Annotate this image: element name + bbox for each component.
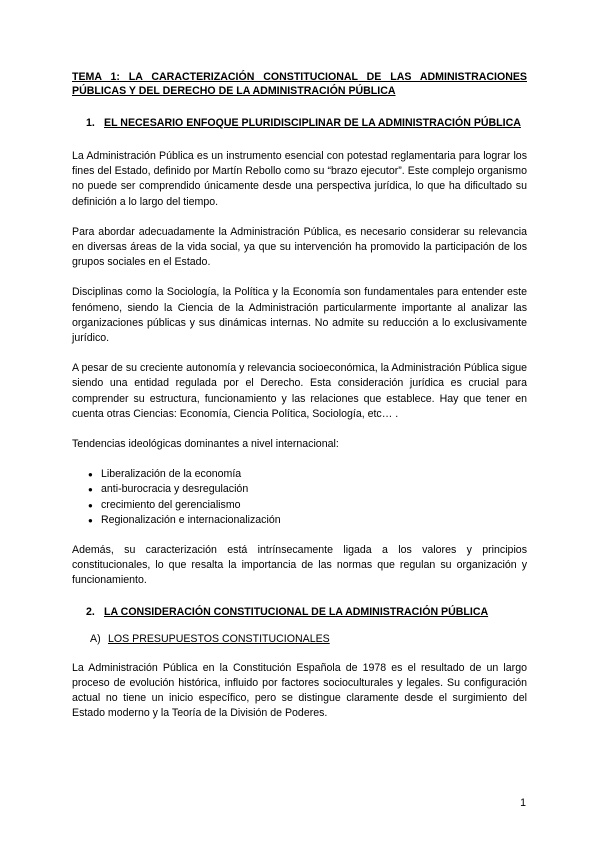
list-item: ● anti-burocracia y desregulación (72, 482, 527, 497)
paragraph-4: A pesar de su creciente autonomía y relevancia socioeconómica, la Administración Pública sigue siendo una entidad regulada por el Derecho. Esta consideración jurídica es crucial para comprender su estructura, funcionamiento y las relaciones que establece. Hay que tener en cuenta otras Ciencias: Economía, Ciencia Política, Sociología, etc… . (72, 362, 527, 420)
section-1-heading (72, 116, 527, 130)
section-2-number: 2. (86, 605, 95, 618)
closing-paragraph: Además, su caracterización está intrínsecamente ligada a los valores y principios constitucionales, lo que resalta la importancia de las normas que regulan su organización y funcionamiento. (72, 544, 527, 587)
section-1-title: EL NECESARIO ENFOQUE PLURIDISCIPLINAR DE LA ADMINISTRACIÓN PÚBLICA (104, 117, 521, 129)
section-1-number: 1. (86, 117, 95, 129)
list-item: ● Liberalización de la economía (72, 467, 527, 482)
bullet-icon: ● (88, 500, 93, 510)
document-title: TEMA 1: LA CARACTERIZACIÓN CONSTITUCIONAL DE LAS ADMINISTRACIONES PÚBLICAS Y DEL DERECHO DE LA ADMINISTRACIÓN PÚBLICA (72, 71, 527, 97)
list-item: ● crecimiento del gerencialismo (72, 498, 527, 513)
bullet-icon: ● (88, 485, 93, 495)
subsection-a-letter: A) (90, 632, 101, 645)
section-2-title: LA CONSIDERACIÓN CONSTITUCIONAL DE LA ADMINISTRACIÓN PÚBLICA (104, 605, 489, 618)
subsection-a-paragraph: La Administración Pública en la Constitución Española de 1978 es el resultado de un largo proceso de evolución histórica, influido por factores socioculturales y legales. Su configuración actual no tiene un inicio específico, pero se distingue claramente desde el surgimiento del Estado moderno y la Teoría de la División de Poderes. (72, 661, 527, 720)
bullet-list (72, 467, 527, 528)
bullet-icon: ● (88, 515, 93, 525)
list-item: ● Regionalización e internacionalización (72, 513, 527, 528)
section-2-heading (72, 605, 527, 619)
paragraph-3: Disciplinas como la Sociología, la Política y la Economía son fundamentales para entender este fenómeno, siendo la Ciencia de la Administración particularmente importante al analizar las organizaciones públicas y sus dinámicas internas. No admite su reducción a lo exclusivamente jurídico. (72, 286, 527, 345)
subsection-a-heading (72, 632, 527, 646)
page-number: 1 (520, 797, 526, 809)
paragraph-5: Tendencias ideológicas dominantes a nivel internacional: (72, 438, 339, 451)
paragraph-2: Para abordar adecuadamente la Administración Pública, es necesario considerar su relevancia en diversas áreas de la vida social, ya que su intervención ha promovido la participación de los grupos sociales en el Estado. (72, 225, 527, 269)
paragraph-1: La Administración Pública es un instrumento esencial con potestad reglamentaria para lograr los fines del Estado, definido por Martín Rebollo como su “brazo ejecutor”. Este complejo organismo no puede ser comprendido únicamente desde una perspectiva jurídica, lo que ha dificultado su definición a lo largo del tiempo. (72, 150, 527, 208)
bullet-icon: ● (88, 470, 93, 480)
subsection-a-title: LOS PRESUPUESTOS CONSTITUCIONALES (108, 632, 330, 645)
document-page (72, 70, 527, 721)
